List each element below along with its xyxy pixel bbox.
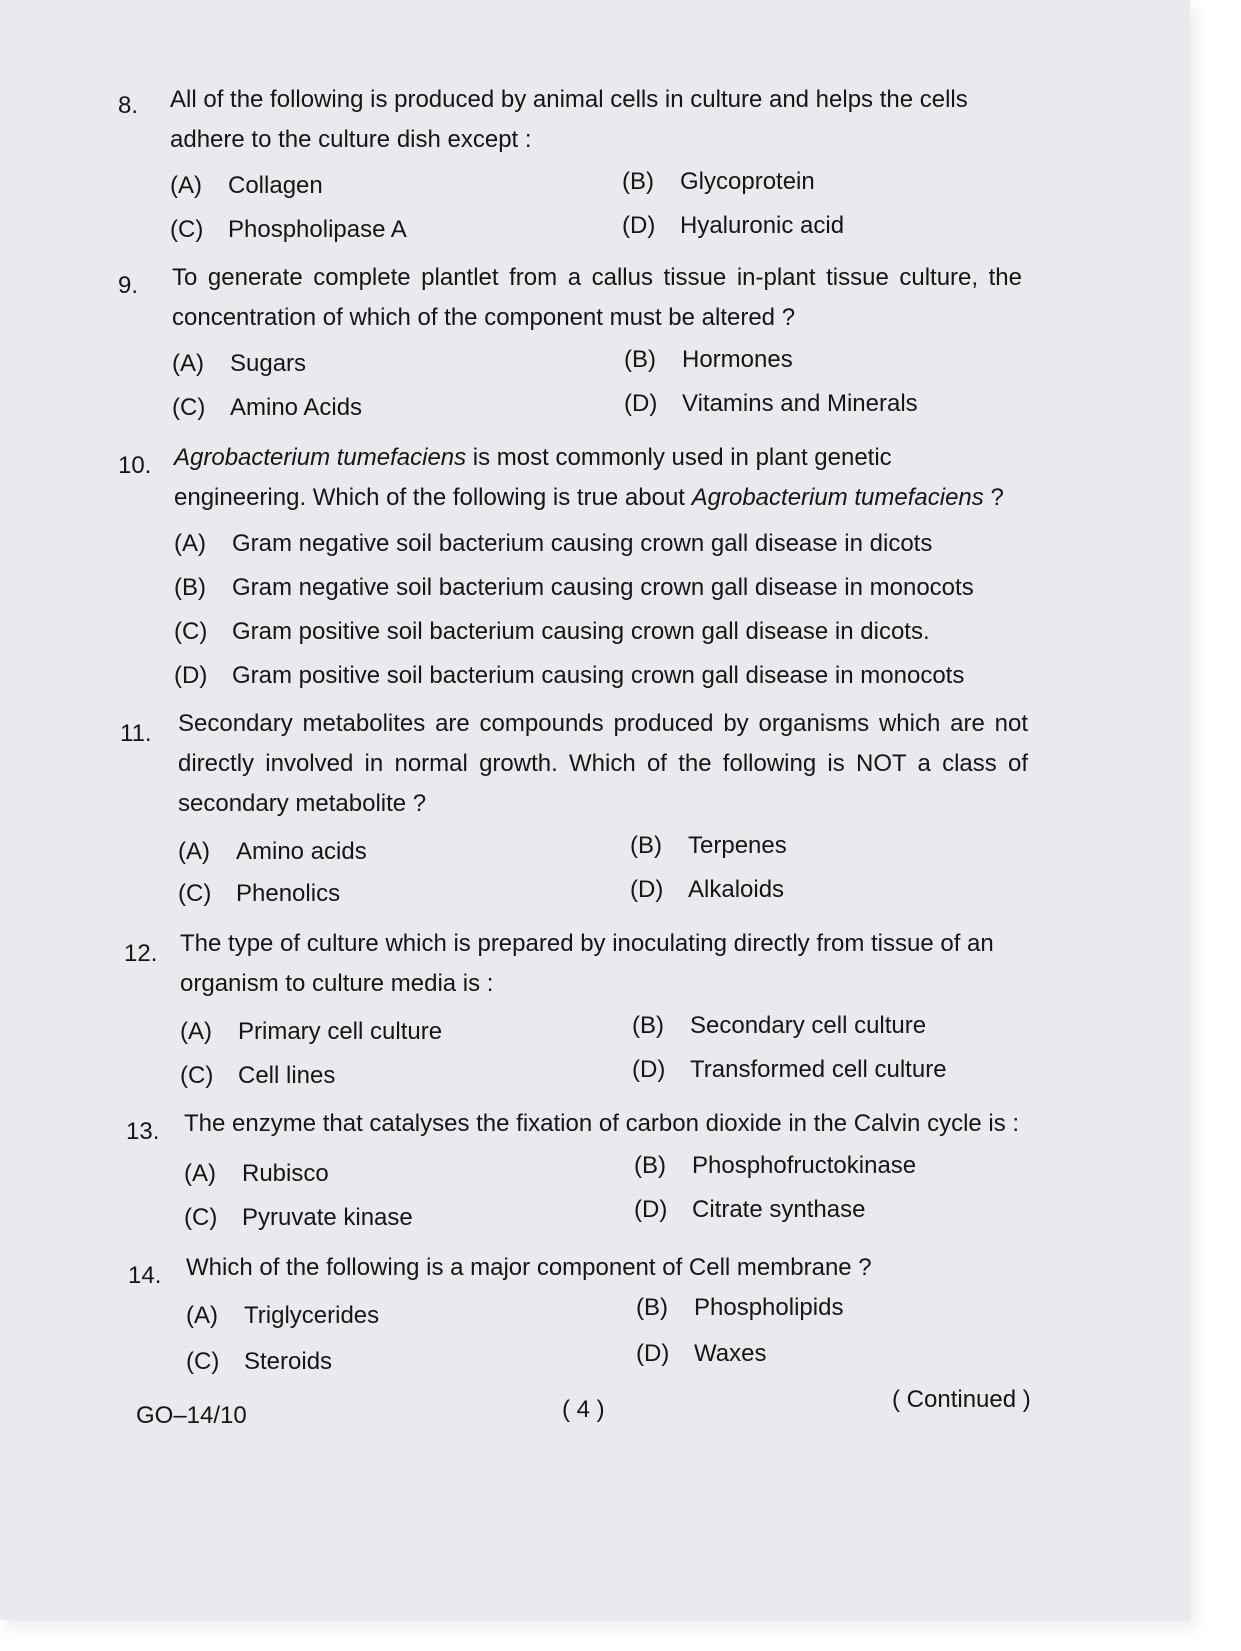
question-number: 14. [128, 1262, 162, 1289]
option-a: (A) Collagen [170, 172, 323, 199]
option-d: (D) Waxes [636, 1340, 767, 1367]
option-c: (C) Gram positive soil bacterium causing crown gall disease in dicots. [174, 618, 930, 645]
question-stem: The enzyme that catalyses the fixation of carbon dioxide in the Calvin cycle is : [184, 1110, 1020, 1137]
species-name: Agrobacterium tumefaciens [691, 484, 984, 511]
option-d: (D) Gram positive soil bacterium causing crown gall disease in monocots [174, 662, 965, 689]
page-number: ( 4 ) [562, 1396, 605, 1423]
option-a: (A) Amino acids [178, 838, 367, 865]
species-name: Agrobacterium tumefaciens [174, 444, 467, 471]
question-stem: To generate complete plantlet from a callus tissue in-plant tissue culture, the concentration of which of the component must be altered ? [172, 264, 1022, 331]
option-b: (B) Terpenes [630, 832, 787, 859]
continued-label: ( Continued ) [892, 1386, 1031, 1413]
option-c: (C) Amino Acids [172, 394, 363, 421]
option-a: (A) Gram negative soil bacterium causing crown gall disease in dicots [174, 530, 933, 557]
option-d: (D) Vitamins and Minerals [624, 390, 918, 417]
option-c: (C) Cell lines [180, 1062, 336, 1089]
option-c: (C) Steroids [186, 1348, 333, 1375]
option-d: (D) Hyaluronic acid [622, 212, 845, 239]
option-b: (B) Glycoprotein [622, 168, 815, 195]
option-b: (B) Secondary cell culture [632, 1012, 927, 1039]
question-number: 10. [118, 452, 152, 479]
question-number: 13. [126, 1118, 160, 1145]
option-c: (C) Phenolics [178, 880, 341, 907]
option-c: (C) Pyruvate kinase [184, 1204, 413, 1231]
question-number: 8. [118, 92, 139, 119]
question-number: 12. [124, 940, 158, 967]
question-number: 9. [118, 272, 139, 299]
option-b: (B) Phosphofructokinase [634, 1152, 917, 1179]
option-c: (C) Phospholipase A [170, 216, 407, 243]
question-stem: All of the following is produced by animal cells in culture and helps the cells adhere to the culture dish except : [170, 86, 968, 153]
option-b: (B) Gram negative soil bacterium causing crown gall disease in monocots [174, 574, 974, 601]
paper-code: GO–14/10 [136, 1402, 247, 1429]
question-number: 11. [120, 720, 152, 747]
option-b: (B) Hormones [624, 346, 793, 373]
option-b: (B) Phospholipids [636, 1294, 844, 1321]
question-stem: Secondary metabolites are compounds produced by organisms which are not directly involved in normal growth. Which of the following is NOT a class of secondary metabolite ? [178, 710, 1028, 817]
question-stem: Agrobacterium tumefaciens is most commonly used in plant genetic engineering. Which of the following is true about Agrobacterium tumefaciens ? [174, 444, 1004, 511]
option-a: (A) Triglycerides [186, 1302, 380, 1329]
option-a: (A) Primary cell culture [180, 1018, 443, 1045]
question-stem: The type of culture which is prepared by inoculating directly from tissue of an organism to culture media is : [180, 930, 994, 997]
option-a: (A) Sugars [172, 350, 307, 377]
question-stem: Which of the following is a major component of Cell membrane ? [186, 1254, 872, 1281]
option-d: (D) Transformed cell culture [632, 1056, 947, 1083]
option-a: (A) Rubisco [184, 1160, 329, 1187]
option-d: (D) Citrate synthase [634, 1196, 866, 1223]
option-d: (D) Alkaloids [630, 876, 785, 903]
